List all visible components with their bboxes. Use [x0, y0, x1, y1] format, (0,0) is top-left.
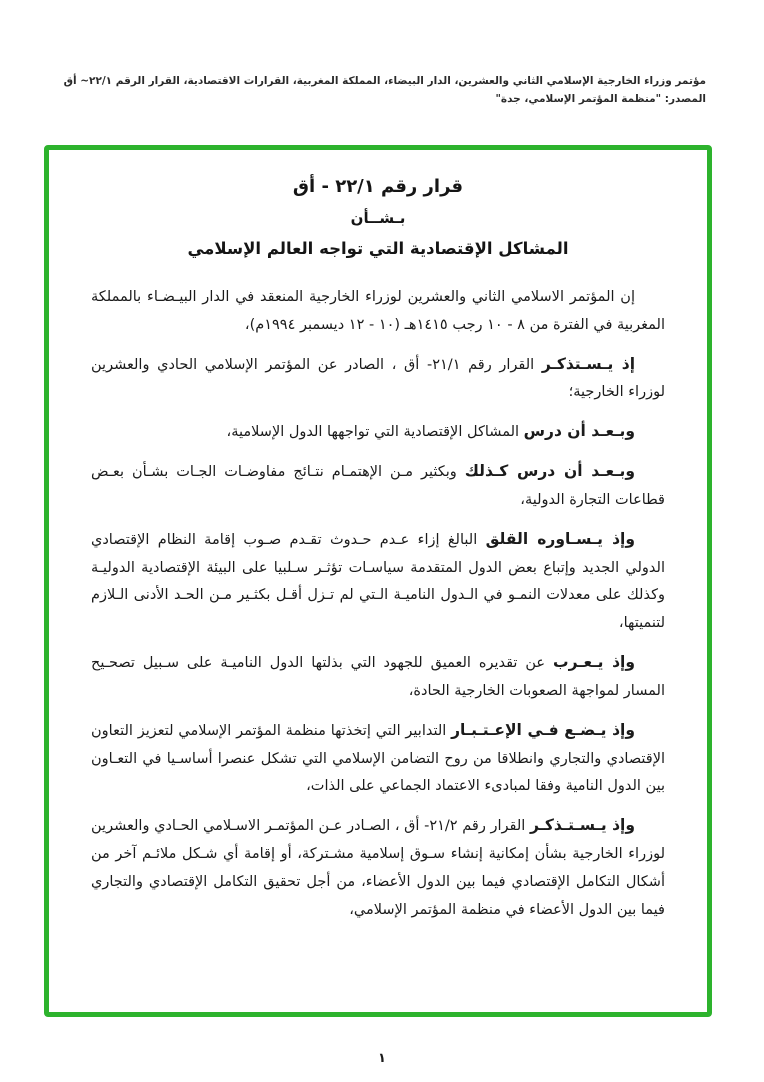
paragraph-lead: وإذ يـضـع فـي الإعـتـبـار: [451, 720, 635, 739]
header-line-1: مؤتمر وزراء الخارجية الإسلامي الثاني والعشرين، الدار البيضاء، المملكة المغربية، القرارات الاقتصادية، القرار الرقم ٢٢/١~ أق: [63, 75, 706, 87]
header-line-2: المصدر: "منظمة المؤتمر الإسلامي، جدة": [495, 93, 706, 106]
paragraph: [91, 350, 665, 408]
source-header: [58, 72, 706, 109]
page-number: ١: [378, 1051, 386, 1066]
paragraph-text: وبكثير مـن الإهتمـام نتـائج مفاوضـات الجـات بشـأن بعـض قطاعات التجارة الدولية،: [91, 464, 665, 508]
decision-number-title: قرار رقم ٢٢/١ - أق: [292, 176, 464, 197]
title-block: [91, 176, 665, 258]
paragraph: [91, 282, 665, 340]
document-title: المشاكل الإقتصادية التي تواجه العالم الإسلامي: [187, 239, 569, 258]
paragraph-text: القرار رقم ٢١/١- أق ، الصادر عن المؤتمر الإسلامي الحادي والعشرين لوزراء الخارجية؛: [91, 356, 665, 401]
paragraph: [91, 457, 665, 515]
paragraph-lead: إذ يـسـتذكـر: [541, 354, 636, 373]
paragraph-lead: وبـعـد أن درس: [523, 422, 635, 441]
document-body: [91, 282, 665, 925]
paragraph: [91, 716, 665, 801]
paragraph: [91, 525, 665, 638]
paragraph-text: التدابير التي إتخذتها منظمة المؤتمر الإسلامي لتعزيز التعاون الإقتصادي والتجاري وانطلاقا من روح التضامن الإسلامي التي تشكل عنصرا أساسـيا في التعـاون بين الدول النامية وفقا لمبادىء الاعتماد الجماعي على الذات،: [91, 722, 665, 795]
paragraph: [91, 811, 665, 924]
paragraph-text: عن تقديره العميق للجهود التي بذلتها الدول الناميـة على سـبيل تصحـيح المسار لمواجهة الصعوبات الخارجية الحادة،: [91, 655, 665, 699]
paragraph-text: المشاكل الإقتصادية التي تواجهها الدول الإسلامية،: [226, 424, 520, 441]
subject-label: بـشــأن: [350, 209, 406, 227]
paragraph: [91, 417, 665, 447]
paragraph-text: إن المؤتمر الاسلامي الثاني والعشرين لوزراء الخارجية المنعقد في الدار البيـضـاء بالمملكة المغربية في الفترة من ٨ - ١٠ رجب ١٤١٥هـ (١٠ - ١٢ ديسمبر ١٩٩٤م)،: [91, 289, 665, 333]
paragraph-lead: وإذ يـسـاوره القلق: [485, 529, 636, 548]
paragraph-lead: وإذ يـسـتـذكـر: [529, 816, 635, 835]
paragraph: [91, 648, 665, 706]
paragraph-lead: وبـعـد أن درس كـذلك: [464, 462, 635, 481]
paragraph-text: القرار رقم ٢١/٢- أق ، الصـادر عـن المؤتمـر الاسـلامي الحـادي والعشرين لوزراء الخارجية بشأن إمكانية إنشاء سـوق إسلامية مشـتركة، أو إقامة أي شـكل ملائـم آخر من أشكال التكامل الإقتصادي فيما بين الدول الأعضاء، من أجل تحقيق التكامل الإقتصادي والتجاري فيما بين الدول الأعضاء في منظمة المؤتمر الإسلامي،: [91, 818, 665, 918]
paragraph-text: البالغ إزاء عـدم حـدوث تقـدم صـوب إقامة النظام الإقتصادي الدولي الجديد وإتباع بعض الدول المتقدمة سياسـات تؤثـر سـلبيا على البيئة الإقتصادية الدوليـة وكذلك على معدلات النمـو في الـدول الناميـة الـتي لم تـزل أقـل بكثـير مـن الحـد الأدنى الـلازم لتنميتها،: [91, 531, 665, 632]
document-frame: [44, 145, 712, 1017]
paragraph-lead: وإذ يـعـرب: [553, 653, 636, 672]
